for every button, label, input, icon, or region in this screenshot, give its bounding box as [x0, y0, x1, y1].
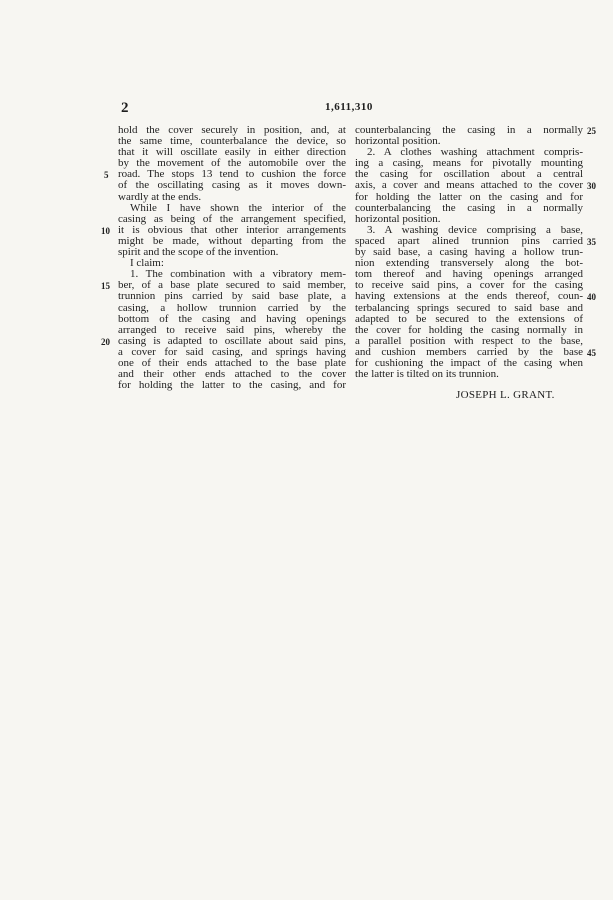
- text-line: counterbalancing the casing in a normally: [355, 202, 583, 214]
- text-line: casing is adapted to oscillate about said pins,: [118, 335, 346, 347]
- text-line: axis, a cover and means attached to the cover: [355, 180, 583, 192]
- text-line: casing, a hollow trunnion carried by the: [118, 302, 346, 314]
- text-line: for cushioning the impact of the casing when: [355, 357, 583, 369]
- text-line: bottom of the casing and having openings: [118, 313, 346, 325]
- patent-number: 1,611,310: [325, 101, 373, 113]
- line-number: 20: [101, 337, 110, 347]
- text-line: ing a casing, means for pivotally mounting: [355, 158, 583, 170]
- text-line: ber, of a base plate secured to said member,: [118, 280, 346, 292]
- text-line: 3. A washing device comprising a base,: [367, 224, 583, 236]
- text-line: one of their ends attached to the base plate: [118, 357, 346, 369]
- text-line: tom thereof and having openings arranged: [355, 269, 583, 281]
- text-line: the same time, counterbalance the device, so: [118, 136, 346, 148]
- line-number: 10: [101, 226, 110, 236]
- text-line: the latter is tilted on its trunnion.: [355, 368, 499, 381]
- text-line: nion extending transversely along the bot-: [355, 258, 583, 270]
- text-line: the casing for oscillation about a central: [355, 169, 583, 181]
- text-line: and their other ends attached to the cover: [118, 369, 346, 381]
- text-line: by the movement of the automobile over the: [118, 158, 346, 170]
- right-text-column: [355, 125, 583, 380]
- page-number: 2: [121, 100, 130, 116]
- line-number: 15: [101, 281, 110, 291]
- line-number: 45: [587, 348, 596, 358]
- text-line: adapted to be secured to the extensions of: [355, 313, 583, 325]
- text-line: road. The stops 13 tend to cushion the force: [118, 169, 346, 181]
- text-line: 1. The combination with a vibratory mem-: [130, 269, 346, 281]
- line-number: 30: [587, 181, 596, 191]
- text-line: by said base, a casing having a hollow trun-: [355, 247, 583, 259]
- text-line: and cushion members carried by the base: [355, 346, 583, 358]
- text-line: of the oscillating casing as it moves down-: [118, 180, 346, 192]
- inventor-signature: JOSEPH L. GRANT.: [456, 389, 555, 401]
- text-line: hold the cover securely in position, and, at: [118, 125, 346, 136]
- text-line: might be made, without departing from the: [118, 235, 346, 247]
- text-line: arranged to receive said pins, whereby the: [118, 324, 346, 336]
- text-line: for holding the latter to the casing, and for: [118, 380, 346, 392]
- text-line: horizontal position.: [355, 135, 441, 148]
- text-line: casing as being of the arrangement specified,: [118, 213, 346, 225]
- text-line: it is obvious that other interior arrangements: [118, 224, 346, 236]
- text-line: horizontal position.: [355, 212, 441, 225]
- text-line: to receive said pins, a cover for the casing: [355, 280, 583, 292]
- text-line: that it will oscillate easily in either direction: [118, 147, 346, 159]
- text-line: While I have shown the interior of the: [130, 202, 346, 214]
- text-line: a cover for said casing, and springs having: [118, 346, 346, 358]
- line-number: 40: [587, 292, 596, 302]
- text-line: a parallel position with respect to the base,: [355, 335, 583, 347]
- text-line: I claim:: [130, 257, 164, 270]
- text-line: trunnion pins carried by said base plate, a: [118, 291, 346, 303]
- text-line: 2. A clothes washing attachment compris-: [367, 147, 583, 159]
- line-number: 35: [587, 237, 596, 247]
- text-line: terbalancing springs secured to said base and: [355, 302, 583, 314]
- text-line: for holding the latter on the casing and for: [355, 191, 583, 203]
- line-number: 25: [587, 126, 596, 136]
- text-line: spaced apart alined trunnion pins carried: [355, 235, 583, 247]
- text-line: having extensions at the ends thereof, coun-: [355, 291, 583, 303]
- text-line: counterbalancing the casing in a normally: [355, 125, 583, 136]
- text-line: the cover for holding the casing normally in: [355, 324, 583, 336]
- left-text-column: [118, 125, 346, 391]
- text-line: spirit and the scope of the invention.: [118, 246, 279, 259]
- text-line: wardly at the ends.: [118, 190, 202, 203]
- line-number: 5: [104, 170, 109, 180]
